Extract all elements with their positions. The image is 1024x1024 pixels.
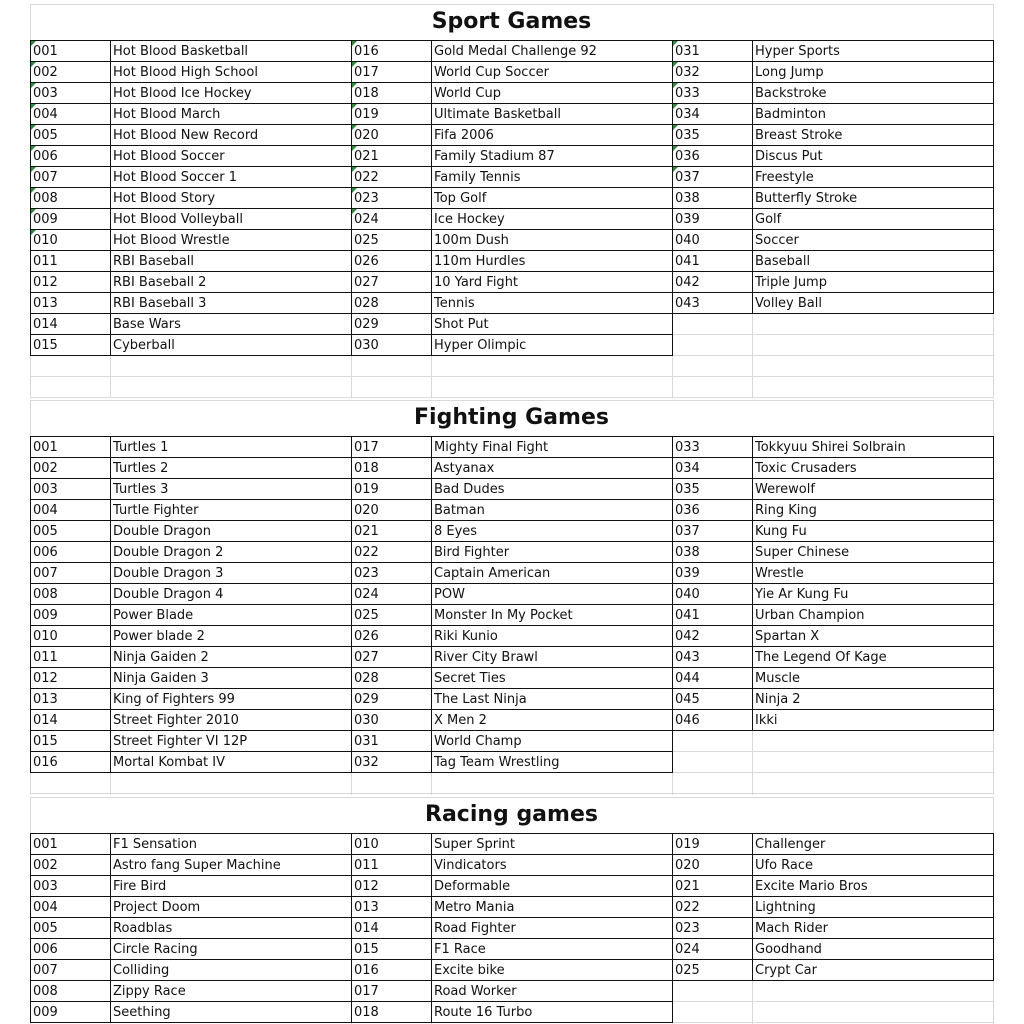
- cell-border: [672, 436, 673, 731]
- game-number[interactable]: 005: [33, 921, 58, 936]
- game-number[interactable]: 043: [675, 650, 700, 665]
- game-title[interactable]: Ring King: [755, 503, 817, 518]
- game-title[interactable]: Yie Ar Kung Fu: [755, 587, 849, 602]
- game-number[interactable]: 007: [33, 566, 58, 581]
- game-title[interactable]: Hot Blood Soccer 1: [113, 170, 238, 185]
- game-title[interactable]: 10 Yard Fight: [434, 275, 519, 290]
- game-number[interactable]: 017: [354, 984, 379, 999]
- game-number[interactable]: 005: [33, 128, 58, 143]
- game-number[interactable]: 003: [33, 482, 58, 497]
- game-number[interactable]: 017: [354, 440, 379, 455]
- game-number[interactable]: 031: [354, 734, 379, 749]
- text-number-marker-icon: [352, 41, 357, 46]
- game-title[interactable]: Vindicators: [434, 858, 507, 873]
- cell-border: [30, 436, 31, 773]
- game-title[interactable]: The Last Ninja: [434, 692, 527, 707]
- game-number[interactable]: 016: [354, 963, 379, 978]
- cell-border: [110, 40, 111, 356]
- game-title[interactable]: Fifa 2006: [434, 128, 494, 143]
- game-number[interactable]: 021: [354, 149, 379, 164]
- game-title[interactable]: Power blade 2: [113, 629, 205, 644]
- game-title[interactable]: Circle Racing: [113, 942, 198, 957]
- game-number[interactable]: 004: [33, 503, 58, 518]
- section-title: Sport Games: [431, 9, 592, 34]
- text-number-marker-icon: [31, 188, 36, 193]
- game-number[interactable]: 021: [675, 879, 700, 894]
- game-title[interactable]: Road Worker: [434, 984, 517, 999]
- game-number[interactable]: 010: [33, 629, 58, 644]
- game-number[interactable]: 018: [354, 461, 379, 476]
- game-title[interactable]: Turtles 1: [113, 440, 169, 455]
- game-title[interactable]: Backstroke: [755, 86, 827, 101]
- game-title[interactable]: Challenger: [755, 837, 826, 852]
- gridline-horizontal: [30, 376, 994, 377]
- game-number[interactable]: 025: [354, 608, 379, 623]
- game-number[interactable]: 024: [675, 942, 700, 957]
- game-title[interactable]: Street Fighter 2010: [113, 713, 239, 728]
- cell-border: [30, 833, 31, 1023]
- game-number[interactable]: 016: [354, 44, 379, 59]
- game-title[interactable]: Bird Fighter: [434, 545, 510, 560]
- game-number[interactable]: 026: [354, 254, 379, 269]
- text-number-marker-icon: [31, 146, 36, 151]
- game-number[interactable]: 003: [33, 86, 58, 101]
- game-title[interactable]: Colliding: [113, 963, 170, 978]
- game-title[interactable]: Goodhand: [755, 942, 822, 957]
- game-title[interactable]: Hot Blood High School: [113, 65, 258, 80]
- game-number[interactable]: 032: [354, 755, 379, 770]
- text-number-marker-icon: [673, 125, 678, 130]
- game-title[interactable]: Hyper Olimpic: [434, 338, 527, 353]
- cell-border: [672, 40, 673, 314]
- text-number-marker-icon: [673, 62, 678, 67]
- game-title[interactable]: Cyberball: [113, 338, 175, 353]
- game-title[interactable]: Double Dragon 2: [113, 545, 224, 560]
- game-number[interactable]: 006: [33, 545, 58, 560]
- game-number[interactable]: 002: [33, 65, 58, 80]
- game-title[interactable]: Long Jump: [755, 65, 824, 80]
- text-number-marker-icon: [352, 146, 357, 151]
- game-title[interactable]: Golf: [755, 212, 782, 227]
- game-title[interactable]: Top Golf: [434, 191, 487, 206]
- game-number[interactable]: 011: [33, 650, 58, 665]
- game-number[interactable]: 029: [354, 317, 379, 332]
- game-number[interactable]: 017: [354, 65, 379, 80]
- game-number[interactable]: 012: [33, 275, 58, 290]
- cell-border: [351, 833, 352, 1023]
- game-title[interactable]: Fire Bird: [113, 879, 167, 894]
- game-title[interactable]: Deformable: [434, 879, 511, 894]
- game-title[interactable]: Soccer: [755, 233, 799, 248]
- game-title[interactable]: King of Fighters 99: [113, 692, 235, 707]
- game-number[interactable]: 013: [33, 692, 58, 707]
- game-number[interactable]: 028: [354, 296, 379, 311]
- game-number[interactable]: 012: [354, 879, 379, 894]
- game-number[interactable]: 045: [675, 692, 700, 707]
- game-number[interactable]: 041: [675, 608, 700, 623]
- game-title[interactable]: Astro fang Super Machine: [113, 858, 281, 873]
- text-number-marker-icon: [352, 62, 357, 67]
- game-title[interactable]: Tennis: [434, 296, 475, 311]
- game-title[interactable]: Hot Blood New Record: [113, 128, 259, 143]
- game-number[interactable]: 009: [33, 1005, 58, 1020]
- game-number[interactable]: 013: [354, 900, 379, 915]
- game-number[interactable]: 036: [675, 503, 700, 518]
- game-title[interactable]: Roadblas: [113, 921, 173, 936]
- game-title[interactable]: Triple Jump: [755, 275, 827, 290]
- game-number[interactable]: 038: [675, 545, 700, 560]
- game-title[interactable]: 8 Eyes: [434, 524, 478, 539]
- game-title[interactable]: Street Fighter VI 12P: [113, 734, 248, 749]
- cell-border: [431, 436, 432, 773]
- game-number[interactable]: 008: [33, 587, 58, 602]
- game-title[interactable]: Zippy Race: [113, 984, 186, 999]
- text-number-marker-icon: [31, 83, 36, 88]
- game-title[interactable]: Captain American: [434, 566, 551, 581]
- text-number-marker-icon: [31, 125, 36, 130]
- game-title[interactable]: Turtle Fighter: [113, 503, 199, 518]
- game-title[interactable]: Hot Blood Story: [113, 191, 216, 206]
- game-number[interactable]: 022: [354, 545, 379, 560]
- game-title[interactable]: Batman: [434, 503, 485, 518]
- game-number[interactable]: 023: [354, 566, 379, 581]
- game-title[interactable]: Kung Fu: [755, 524, 807, 539]
- game-title[interactable]: Butterfly Stroke: [755, 191, 858, 206]
- text-number-marker-icon: [673, 167, 678, 172]
- game-title[interactable]: World Champ: [434, 734, 522, 749]
- section-title: Racing games: [425, 802, 598, 827]
- game-title[interactable]: X Men 2: [434, 713, 487, 728]
- game-title[interactable]: Metro Mania: [434, 900, 515, 915]
- text-number-marker-icon: [352, 167, 357, 172]
- game-title[interactable]: Hyper Sports: [755, 44, 840, 59]
- game-number[interactable]: 001: [33, 440, 58, 455]
- game-number[interactable]: 022: [675, 900, 700, 915]
- game-title[interactable]: Hot Blood March: [113, 107, 221, 122]
- text-number-marker-icon: [31, 104, 36, 109]
- cell-border: [110, 833, 111, 1023]
- cell-border: [431, 40, 432, 356]
- game-title[interactable]: Muscle: [755, 671, 800, 686]
- game-number[interactable]: 044: [675, 671, 700, 686]
- game-title[interactable]: Werewolf: [755, 482, 815, 497]
- game-title[interactable]: Riki Kunio: [434, 629, 498, 644]
- game-number[interactable]: 023: [675, 921, 700, 936]
- game-number[interactable]: 034: [675, 107, 700, 122]
- game-number[interactable]: 023: [354, 191, 379, 206]
- cell-border: [993, 436, 994, 731]
- text-number-marker-icon: [352, 83, 357, 88]
- game-number[interactable]: 004: [33, 107, 58, 122]
- game-number[interactable]: 015: [33, 338, 58, 353]
- game-number[interactable]: 039: [675, 566, 700, 581]
- game-title[interactable]: 110m Hurdles: [434, 254, 526, 269]
- game-number[interactable]: 006: [33, 149, 58, 164]
- game-number[interactable]: 015: [33, 734, 58, 749]
- game-number[interactable]: 008: [33, 191, 58, 206]
- game-number[interactable]: 035: [675, 128, 700, 143]
- section-title: Fighting Games: [414, 405, 609, 430]
- game-title[interactable]: POW: [434, 587, 465, 602]
- game-number[interactable]: 031: [675, 44, 700, 59]
- game-number[interactable]: 039: [675, 212, 700, 227]
- game-number[interactable]: 005: [33, 524, 58, 539]
- game-title[interactable]: Gold Medal Challenge 92: [434, 44, 597, 59]
- game-number[interactable]: 014: [33, 317, 58, 332]
- cell-border: [351, 436, 352, 773]
- game-title[interactable]: Super Chinese: [755, 545, 850, 560]
- game-number[interactable]: 011: [354, 858, 379, 873]
- game-number[interactable]: 010: [33, 233, 58, 248]
- game-number[interactable]: 001: [33, 44, 58, 59]
- game-title[interactable]: Hot Blood Wrestle: [113, 233, 230, 248]
- game-title[interactable]: Road Fighter: [434, 921, 516, 936]
- game-number[interactable]: 024: [354, 587, 379, 602]
- game-number[interactable]: 040: [675, 233, 700, 248]
- game-number[interactable]: 032: [675, 65, 700, 80]
- game-title[interactable]: Hot Blood Basketball: [113, 44, 249, 59]
- game-title[interactable]: Mortal Kombat IV: [113, 755, 225, 770]
- text-number-marker-icon: [352, 104, 357, 109]
- game-title[interactable]: Hot Blood Soccer: [113, 149, 225, 164]
- game-number[interactable]: 037: [675, 524, 700, 539]
- game-title[interactable]: Project Doom: [113, 900, 201, 915]
- text-number-marker-icon: [31, 62, 36, 67]
- game-title[interactable]: Urban Champion: [755, 608, 865, 623]
- game-title[interactable]: Ninja 2: [755, 692, 801, 707]
- cell-border: [993, 40, 994, 314]
- text-number-marker-icon: [673, 104, 678, 109]
- text-number-marker-icon: [31, 230, 36, 235]
- game-number[interactable]: 001: [33, 837, 58, 852]
- game-title[interactable]: Hot Blood Volleyball: [113, 212, 243, 227]
- game-number[interactable]: 009: [33, 212, 58, 227]
- game-number[interactable]: 033: [675, 86, 700, 101]
- game-title[interactable]: Lightning: [755, 900, 816, 915]
- game-title[interactable]: Baseball: [755, 254, 811, 269]
- game-title[interactable]: Power Blade: [113, 608, 194, 623]
- game-title[interactable]: RBI Baseball: [113, 254, 195, 269]
- game-title[interactable]: Ninja Gaiden 2: [113, 650, 209, 665]
- game-number[interactable]: 038: [675, 191, 700, 206]
- game-title[interactable]: World Cup: [434, 86, 501, 101]
- game-number[interactable]: 010: [354, 837, 379, 852]
- game-title[interactable]: Monster In My Pocket: [434, 608, 573, 623]
- game-title[interactable]: Super Sprint: [434, 837, 516, 852]
- game-title[interactable]: Discus Put: [755, 149, 823, 164]
- text-number-marker-icon: [352, 209, 357, 214]
- game-title[interactable]: Ice Hockey: [434, 212, 505, 227]
- game-number[interactable]: 014: [33, 713, 58, 728]
- cell-border: [110, 436, 111, 773]
- game-number[interactable]: 016: [33, 755, 58, 770]
- game-title[interactable]: Toxic Crusaders: [755, 461, 857, 476]
- game-number[interactable]: 020: [354, 128, 379, 143]
- game-number[interactable]: 006: [33, 942, 58, 957]
- text-number-marker-icon: [352, 188, 357, 193]
- game-number[interactable]: 033: [675, 440, 700, 455]
- game-title[interactable]: Shot Put: [434, 317, 489, 332]
- game-number[interactable]: 018: [354, 1005, 379, 1020]
- text-number-marker-icon: [673, 41, 678, 46]
- game-title[interactable]: Base Wars: [113, 317, 181, 332]
- text-number-marker-icon: [31, 41, 36, 46]
- game-number[interactable]: 004: [33, 900, 58, 915]
- game-title[interactable]: Breast Stroke: [755, 128, 843, 143]
- game-title[interactable]: River City Brawl: [434, 650, 538, 665]
- game-title[interactable]: Freestyle: [755, 170, 814, 185]
- game-number[interactable]: 026: [354, 629, 379, 644]
- game-number[interactable]: 042: [675, 275, 700, 290]
- game-title[interactable]: Ufo Race: [755, 858, 814, 873]
- game-number[interactable]: 013: [33, 296, 58, 311]
- game-number[interactable]: 008: [33, 984, 58, 999]
- game-title[interactable]: Double Dragon: [113, 524, 211, 539]
- cell-border: [752, 436, 753, 731]
- game-number[interactable]: 012: [33, 671, 58, 686]
- game-number[interactable]: 007: [33, 963, 58, 978]
- game-title[interactable]: Family Stadium 87: [434, 149, 555, 164]
- game-number[interactable]: 025: [354, 233, 379, 248]
- game-number[interactable]: 040: [675, 587, 700, 602]
- game-number[interactable]: 041: [675, 254, 700, 269]
- game-title[interactable]: Excite Mario Bros: [755, 879, 868, 894]
- text-number-marker-icon: [673, 146, 678, 151]
- game-title[interactable]: 100m Dush: [434, 233, 509, 248]
- game-number[interactable]: 020: [675, 858, 700, 873]
- game-title[interactable]: Ikki: [755, 713, 778, 728]
- text-number-marker-icon: [673, 83, 678, 88]
- cell-border: [672, 833, 673, 981]
- game-title[interactable]: F1 Sensation: [113, 837, 198, 852]
- game-number[interactable]: 030: [354, 338, 379, 353]
- game-title[interactable]: Bad Dudes: [434, 482, 505, 497]
- game-title[interactable]: Wrestle: [755, 566, 804, 581]
- game-number[interactable]: 024: [354, 212, 379, 227]
- game-number[interactable]: 027: [354, 650, 379, 665]
- game-number[interactable]: 020: [354, 503, 379, 518]
- game-number[interactable]: 002: [33, 858, 58, 873]
- game-number[interactable]: 002: [33, 461, 58, 476]
- game-title[interactable]: Turtles 2: [113, 461, 169, 476]
- game-title[interactable]: Family Tennis: [434, 170, 521, 185]
- game-number[interactable]: 036: [675, 149, 700, 164]
- game-title[interactable]: Mighty Final Fight: [434, 440, 549, 455]
- game-number[interactable]: 043: [675, 296, 700, 311]
- game-title[interactable]: Turtles 3: [113, 482, 169, 497]
- cell-border: [752, 40, 753, 314]
- game-title[interactable]: Mach Rider: [755, 921, 828, 936]
- game-title[interactable]: Badminton: [755, 107, 826, 122]
- game-number[interactable]: 019: [675, 837, 700, 852]
- game-number[interactable]: 029: [354, 692, 379, 707]
- gridline-horizontal: [30, 397, 994, 398]
- game-title[interactable]: Spartan X: [755, 629, 820, 644]
- game-number[interactable]: 019: [354, 107, 379, 122]
- text-number-marker-icon: [31, 209, 36, 214]
- cell-border: [431, 833, 432, 1023]
- game-title[interactable]: Double Dragon 3: [113, 566, 224, 581]
- game-number[interactable]: 022: [354, 170, 379, 185]
- game-number[interactable]: 018: [354, 86, 379, 101]
- game-title[interactable]: Secret Ties: [434, 671, 506, 686]
- game-title[interactable]: The Legend Of Kage: [755, 650, 887, 665]
- game-title[interactable]: Hot Blood Ice Hockey: [113, 86, 252, 101]
- game-number[interactable]: 025: [675, 963, 700, 978]
- game-number[interactable]: 046: [675, 713, 700, 728]
- game-title[interactable]: F1 Race: [434, 942, 486, 957]
- game-title[interactable]: Crypt Car: [755, 963, 817, 978]
- game-title[interactable]: Astyanax: [434, 461, 495, 476]
- game-title[interactable]: Ninja Gaiden 3: [113, 671, 209, 686]
- text-number-marker-icon: [352, 125, 357, 130]
- game-number[interactable]: 011: [33, 254, 58, 269]
- game-number[interactable]: 034: [675, 461, 700, 476]
- game-title[interactable]: Excite bike: [434, 963, 505, 978]
- gridline-horizontal: [30, 793, 994, 794]
- cell-border: [993, 833, 994, 981]
- game-number[interactable]: 027: [354, 275, 379, 290]
- game-number[interactable]: 019: [354, 482, 379, 497]
- game-number[interactable]: 035: [675, 482, 700, 497]
- game-title[interactable]: RBI Baseball 2: [113, 275, 207, 290]
- game-title[interactable]: Volley Ball: [755, 296, 822, 311]
- game-number[interactable]: 009: [33, 608, 58, 623]
- game-number[interactable]: 037: [675, 170, 700, 185]
- game-number[interactable]: 007: [33, 170, 58, 185]
- game-title[interactable]: RBI Baseball 3: [113, 296, 207, 311]
- game-number[interactable]: 021: [354, 524, 379, 539]
- game-title[interactable]: Route 16 Turbo: [434, 1005, 533, 1020]
- game-number[interactable]: 028: [354, 671, 379, 686]
- game-number[interactable]: 003: [33, 879, 58, 894]
- game-number[interactable]: 014: [354, 921, 379, 936]
- game-number[interactable]: 015: [354, 942, 379, 957]
- game-title[interactable]: World Cup Soccer: [434, 65, 549, 80]
- game-title[interactable]: Tokkyuu Shirei Solbrain: [755, 440, 906, 455]
- game-title[interactable]: Tag Team Wrestling: [434, 755, 560, 770]
- game-title[interactable]: Double Dragon 4: [113, 587, 224, 602]
- game-number[interactable]: 042: [675, 629, 700, 644]
- text-number-marker-icon: [31, 167, 36, 172]
- game-title[interactable]: Ultimate Basketball: [434, 107, 561, 122]
- cell-border: [752, 833, 753, 981]
- game-title[interactable]: Seething: [113, 1005, 171, 1020]
- game-number[interactable]: 030: [354, 713, 379, 728]
